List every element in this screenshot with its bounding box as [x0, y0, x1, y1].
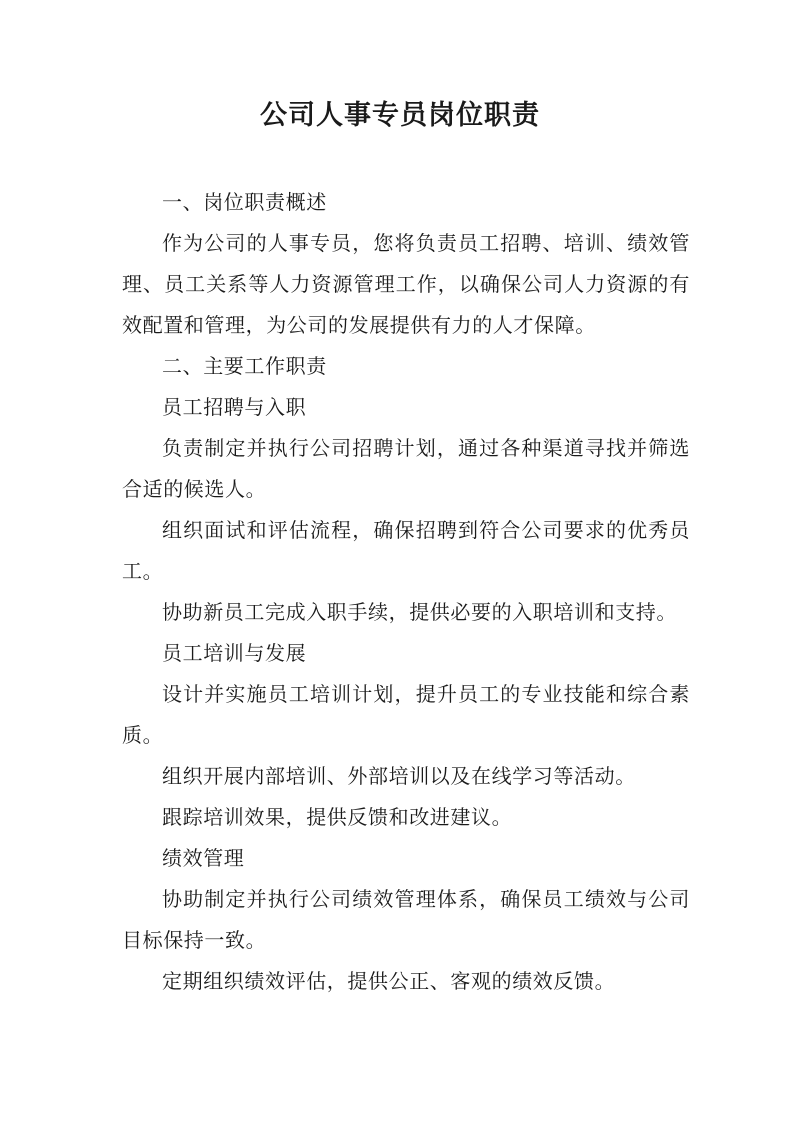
duty-item: 负责制定并执行公司招聘计划，通过各种渠道寻找并筛选合适的候选人。 — [122, 436, 690, 501]
duty-item: 组织面试和评估流程，确保招聘到符合公司要求的优秀员工。 — [122, 518, 690, 583]
duty-item: 协助制定并执行公司绩效管理体系，确保员工绩效与公司目标保持一致。 — [122, 887, 690, 952]
subheading-training: 员工培训与发展 — [162, 641, 307, 665]
subheading-performance: 绩效管理 — [162, 846, 245, 870]
document-title: 公司人事专员岗位职责 — [260, 100, 540, 131]
overview-paragraph: 作为公司的人事专员，您将负责员工招聘、培训、绩效管理、员工关系等人力资源管理工作，以确保公司人力资源的有效配置和管理，为公司的发展提供有力的人才保障。 — [122, 231, 690, 337]
section-heading-overview: 一、岗位职责概述 — [162, 190, 327, 214]
duty-item: 跟踪培训效果，提供反馈和改进建议。 — [162, 805, 513, 829]
section-heading-main-duties: 二、主要工作职责 — [162, 354, 327, 378]
document-body — [122, 182, 690, 1002]
duty-item: 设计并实施员工培训计划，提升员工的专业技能和综合素质。 — [122, 682, 690, 747]
duty-item: 协助新员工完成入职手续，提供必要的入职培训和支持。 — [162, 600, 677, 624]
duty-item: 定期组织绩效评估，提供公正、客观的绩效反馈。 — [162, 969, 616, 993]
subheading-recruitment: 员工招聘与入职 — [162, 395, 307, 419]
duty-item: 组织开展内部培训、外部培训以及在线学习等活动。 — [162, 764, 636, 788]
